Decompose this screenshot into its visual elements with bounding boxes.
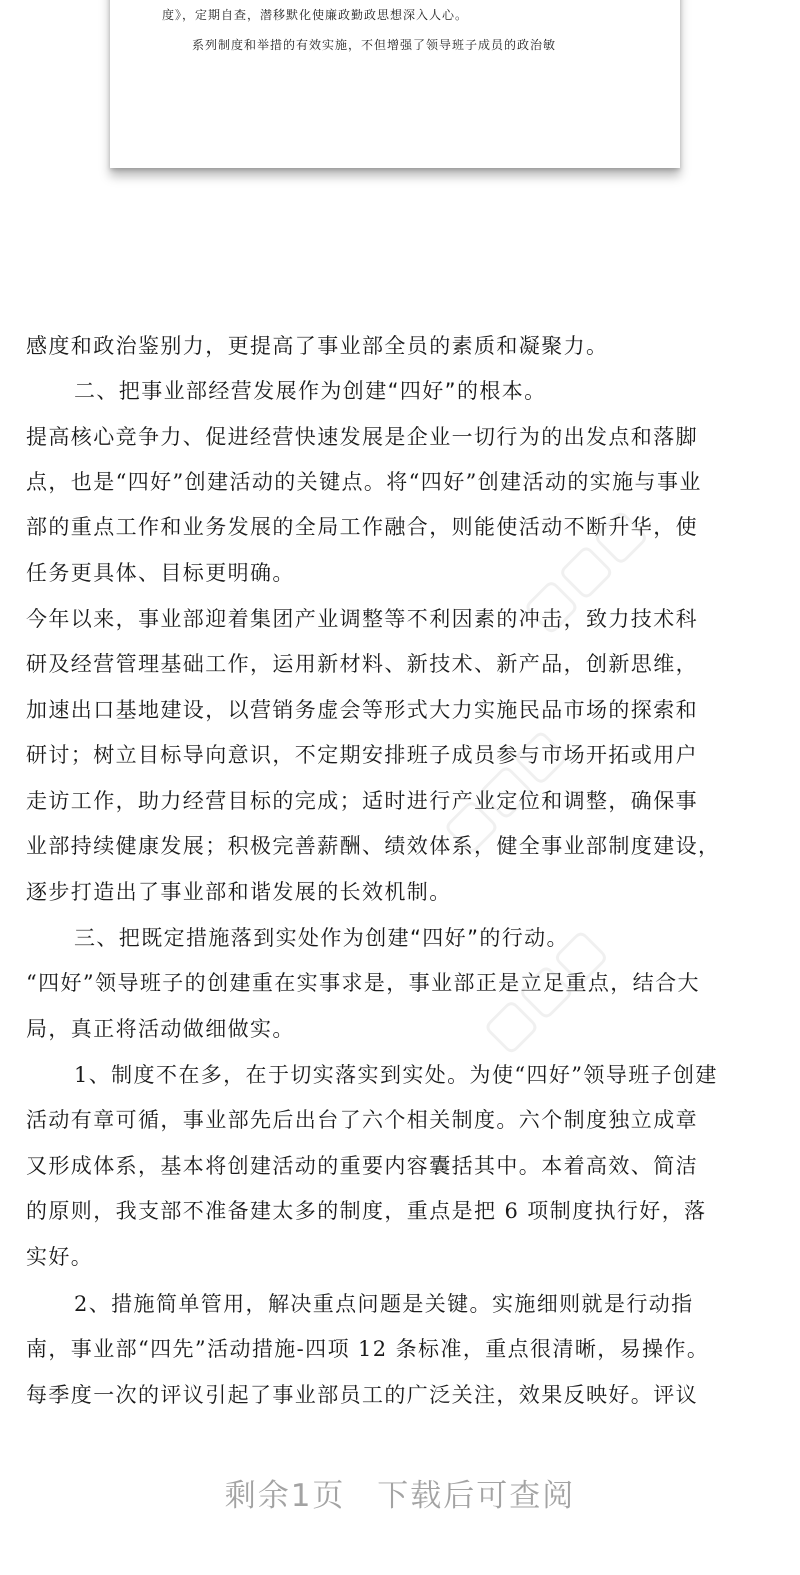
section-heading: 二、把事业部经营发展作为创建“四好”的根本。 [74, 379, 547, 403]
paragraph-line: 逐步打造出了事业部和谐发展的长效机制。 [26, 880, 452, 904]
paragraph-line: 实好。 [26, 1245, 94, 1269]
paragraph-line: 走访工作，助力经营目标的完成；适时进行产业定位和调整，确保事 [26, 789, 698, 813]
paragraph-line: 今年以来，事业部迎着集团产业调整等不利因素的冲击，致力技术科 [26, 607, 698, 631]
paragraph-line: 点，也是“四好”创建活动的关键点。将“四好”创建活动的实施与事业 [26, 470, 702, 494]
paragraph-line: 加速出口基地建设，以营销务虚会等形式大力实施民品市场的探索和 [26, 698, 698, 722]
preview-text-line: 度》，定期自查，潜移默化使廉政勤政思想深入人心。 [162, 8, 469, 22]
paragraph-line: 活动有章可循，事业部先后出台了六个相关制度。六个制度独立成章 [26, 1108, 698, 1132]
paragraph-line: 2、措施简单管用，解决重点问题是关键。实施细则就是行动指 [74, 1292, 694, 1316]
paragraph-line: 局，真正将活动做细做实。 [26, 1017, 295, 1041]
section-heading: 三、把既定措施落到实处作为创建“四好”的行动。 [74, 926, 569, 950]
paragraph-line: 又形成体系，基本将创建活动的重要内容囊括其中。本着高效、简洁 [26, 1154, 698, 1178]
paragraph-line: 1、制度不在多，在于切实落实到实处。为使“四好”领导班子创建 [74, 1063, 718, 1087]
download-to-view-label: 下载后可查阅 [377, 1478, 576, 1514]
paragraph-line: 每季度一次的评议引起了事业部员工的广泛关注，效果反映好。评议 [26, 1383, 698, 1407]
paragraph-line: 南，事业部“四先”活动措施-四项 12 条标准，重点很清晰，易操作。 [26, 1337, 710, 1361]
document-preview-card [110, 0, 680, 168]
watermark-logo: ▢▢▢ [510, 496, 658, 644]
download-prompt[interactable] [0, 1470, 800, 1515]
paragraph-line: 任务更具体、目标更明确。 [26, 561, 295, 585]
remaining-pages-label: 剩余1页 [224, 1478, 346, 1514]
paragraph-line: 感度和政治鉴别力，更提高了事业部全员的素质和凝聚力。 [26, 334, 609, 358]
paragraph-line: “四好”领导班子的创建重在实事求是，事业部正是立足重点，结合大 [26, 971, 700, 995]
paragraph-line: 研讨；树立目标导向意识，不定期安排班子成员参与市场开拓或用户 [26, 743, 698, 767]
paragraph-line: 提高核心竞争力、促进经营快速发展是企业一切行为的出发点和落脚 [26, 425, 698, 449]
watermark-logo: ▢▢▢ [430, 716, 578, 864]
watermark-logo: ▢▢▢ [470, 916, 618, 1064]
paragraph-line: 业部持续健康发展；积极完善薪酬、绩效体系，健全事业部制度建设， [26, 834, 721, 858]
paragraph-line: 研及经营管理基础工作，运用新材料、新技术、新产品，创新思维， [26, 652, 698, 676]
paragraph-line: 部的重点工作和业务发展的全局工作融合，则能使活动不断升华，使 [26, 515, 698, 539]
preview-text-line: 系列制度和举措的有效实施，不但增强了领导班子成员的政治敏 [192, 38, 557, 52]
paragraph-line: 的原则，我支部不准备建太多的制度，重点是把 6 项制度执行好，落 [26, 1199, 707, 1223]
